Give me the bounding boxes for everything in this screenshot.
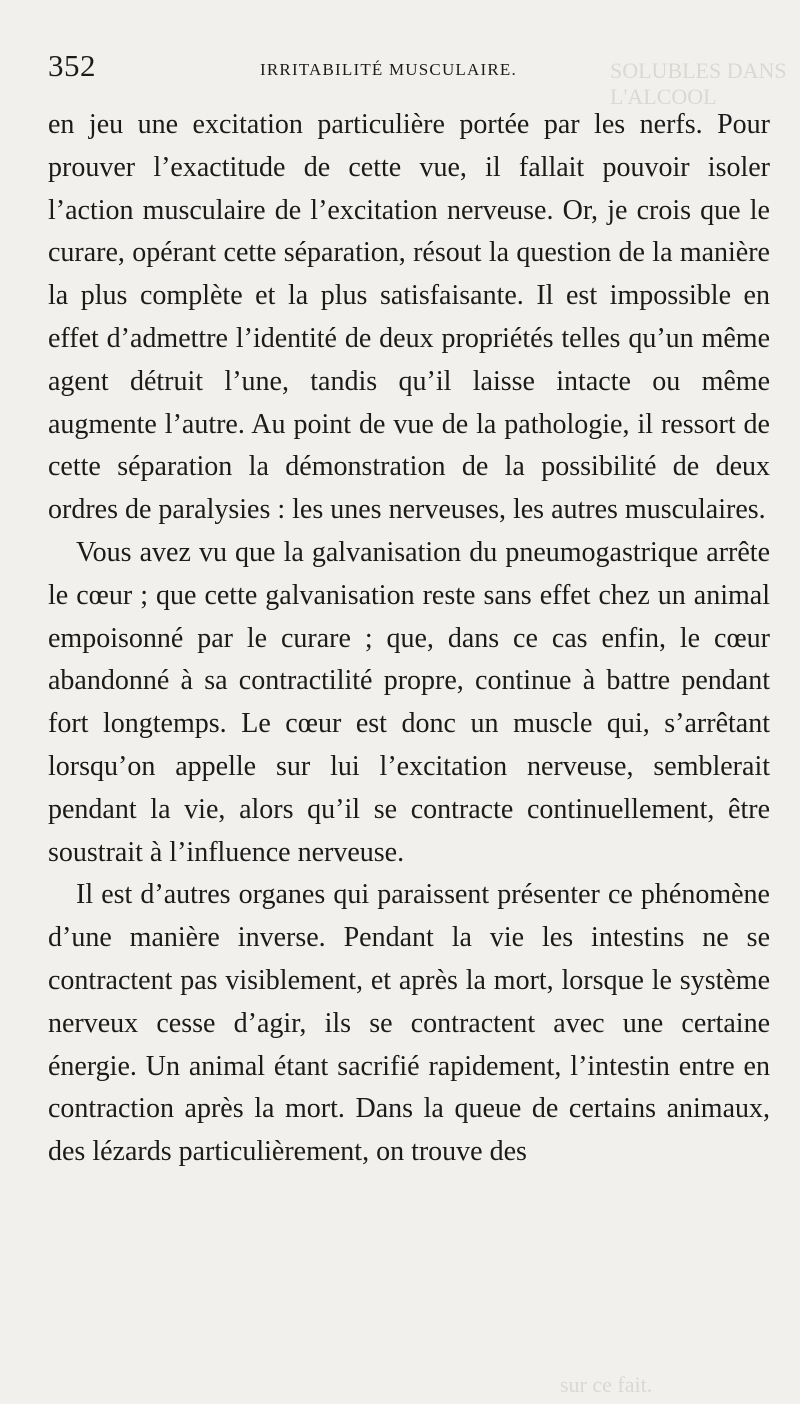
page-header bbox=[48, 40, 770, 104]
bleed-through-text-top: SOLUBLES DANS L'ALCOOL bbox=[610, 58, 787, 109]
page-number: 352 bbox=[48, 48, 96, 83]
paragraph: Il est d’autres organes qui paraissent présenter ce phénomène d’une manière inverse. Pendant la vie les intestins ne se contractent pas visiblement, et après la mort, lorsque le système nerveux cesse d’agir, ils se contractent avec une certaine énergie. Un animal étant sacrifié rapidement, l’intestin entre en contraction après la mort. Dans la queue de certains animaux, des lézards particulièrement, on trouve des bbox=[48, 879, 770, 1168]
body-text bbox=[48, 104, 770, 1174]
paragraph: Vous avez vu que la galvanisation du pneumogastrique arrête le cœur ; que cette galvanisation reste sans effet chez un animal empoisonné par le curare ; que, dans ce cas enfin, le cœur abandonné à sa contractilité propre, continue à battre pendant fort longtemps. Le cœur est donc un muscle qui, s’arrêtant lorsqu’on appelle sur lui l’excitation nerveuse, semblerait pendant la vie, alors qu’il se contracte continuellement, être soustrait à l’influence nerveuse. bbox=[48, 536, 770, 868]
paragraph: en jeu une excitation particulière portée par les nerfs. Pour prouver l’exactitude de cette vue, il fallait pouvoir isoler l’action musculaire de l’excitation nerveuse. Or, je crois que le curare, opérant cette séparation, résout la question de la manière la plus complète et la plus satisfaisante. Il est impossible en effet d’admettre l’identité de deux propriétés telles qu’un même agent détruit l’une, tandis qu’il laisse intacte ou même augmente l’autre. Au point de vue de la pathologie, il ressort de cette séparation la démonstration de la possibilité de deux ordres de paralysies : les unes nerveuses, les autres musculaires. bbox=[48, 109, 770, 526]
bleed-through-text-bottom: sur ce fait. bbox=[560, 1372, 653, 1397]
running-head: IRRITABILITÉ MUSCULAIRE. bbox=[260, 60, 517, 79]
